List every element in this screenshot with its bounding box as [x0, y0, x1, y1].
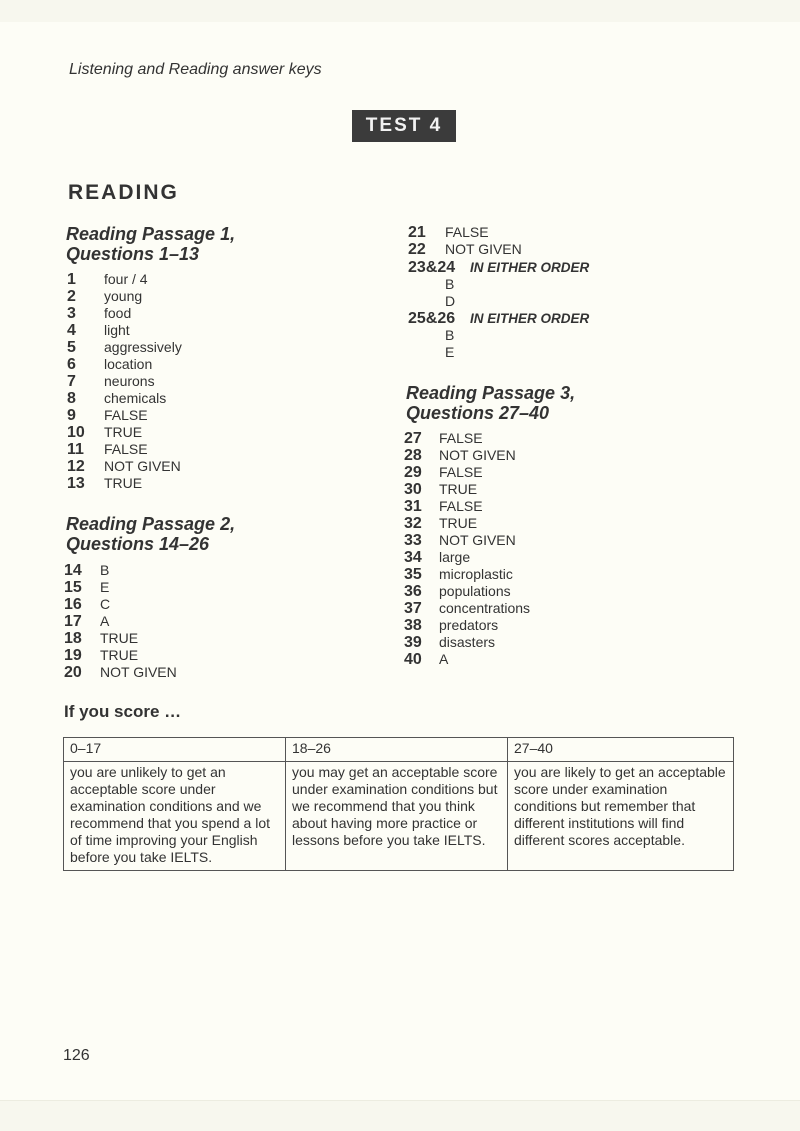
- answer-text: B: [100, 562, 110, 578]
- answer-text: NOT GIVEN: [445, 241, 522, 257]
- answer-text: large: [439, 549, 471, 565]
- answer-text: predators: [439, 617, 499, 633]
- answer-letter: B: [445, 327, 455, 343]
- answer-number: 35: [404, 566, 422, 583]
- either-order-note: IN EITHER ORDER: [470, 311, 590, 326]
- score-table-header-row: [64, 738, 734, 762]
- answer-item: [408, 241, 522, 258]
- answer-text: TRUE: [100, 647, 139, 663]
- answer-number: 13: [67, 475, 85, 492]
- answer-item: [404, 634, 530, 651]
- answer-item: [404, 600, 530, 617]
- answer-number: 29: [404, 464, 422, 481]
- answer-item: [64, 579, 177, 596]
- answer-text: food: [104, 305, 132, 321]
- answer-item: [408, 224, 522, 241]
- answer-number: 6: [67, 356, 76, 373]
- answer-item: [67, 390, 182, 407]
- answer-number: 40: [404, 651, 422, 668]
- answer-item: [67, 288, 182, 305]
- answer-number: 19: [64, 647, 82, 664]
- answer-item: [404, 532, 530, 549]
- answer-number: 5: [67, 339, 76, 356]
- answer-item: [64, 596, 177, 613]
- answer-item: [67, 339, 182, 356]
- answer-number: 39: [404, 634, 422, 651]
- answer-number: 34: [404, 549, 422, 566]
- answer-text: FALSE: [439, 464, 483, 480]
- answer-number: 31: [404, 498, 422, 515]
- answer-text: FALSE: [439, 430, 483, 446]
- answer-text: A: [100, 613, 110, 629]
- page-number: 126: [63, 1047, 90, 1064]
- answer-number: 20: [64, 664, 82, 681]
- answer-letter: D: [445, 293, 456, 309]
- answer-item: [67, 271, 182, 288]
- answer-text: neurons: [104, 373, 155, 389]
- answer-number: 11: [67, 441, 84, 458]
- answer-item: [67, 356, 182, 373]
- answer-text: NOT GIVEN: [439, 447, 516, 463]
- answer-number: 27: [404, 430, 422, 447]
- answer-text: TRUE: [104, 424, 143, 440]
- either-order-note: IN EITHER ORDER: [470, 260, 590, 275]
- passage3-heading: [406, 383, 575, 423]
- answer-item: [404, 549, 530, 566]
- answer-text: NOT GIVEN: [439, 532, 516, 548]
- answer-item: [404, 498, 530, 515]
- answer-number: 7: [67, 373, 76, 390]
- answer-item: [67, 458, 182, 475]
- answer-number: 14: [64, 562, 82, 579]
- answer-item: [64, 630, 177, 647]
- answer-text: A: [439, 651, 449, 667]
- score-table: [63, 737, 734, 871]
- answer-item: [404, 566, 530, 583]
- answer-number: 22: [408, 241, 426, 258]
- answer-item: [67, 373, 182, 390]
- answer-text: TRUE: [100, 630, 139, 646]
- answer-text: chemicals: [104, 390, 167, 406]
- answer-number: 36: [404, 583, 422, 600]
- section-title: READING: [68, 181, 179, 204]
- passage2-heading-line1: Reading Passage 2,: [66, 514, 236, 534]
- answer-number: 25&26: [408, 310, 456, 327]
- score-table-row: [64, 762, 734, 871]
- score-advice-cell: you may get an acceptable score under examination conditions but we recommend that you think about having more practice or lessons before you take IELTS.: [286, 762, 508, 871]
- answer-number: 4: [67, 322, 76, 339]
- answer-item: [64, 562, 177, 579]
- answer-number: 17: [64, 613, 82, 630]
- answer-text: C: [100, 596, 111, 612]
- test-label-badge: TEST 4: [352, 110, 456, 142]
- answer-item: [67, 475, 182, 492]
- answer-number: 32: [404, 515, 422, 532]
- passage3-heading-line2: Questions 27–40: [406, 403, 550, 423]
- score-advice-cell: you are likely to get an acceptable score under examination conditions but remember that different institutions will find different scores acceptable.: [508, 762, 734, 871]
- answer-number: 23&24: [408, 259, 456, 276]
- answer-item: [67, 424, 182, 441]
- answer-text: FALSE: [445, 224, 489, 240]
- answer-item: [67, 441, 182, 458]
- answer-item: [64, 613, 177, 630]
- answer-number: 10: [67, 424, 85, 441]
- answer-text: TRUE: [104, 475, 143, 491]
- answer-text: four / 4: [104, 271, 148, 287]
- answer-pair-23-24: [408, 259, 589, 310]
- answer-text: E: [100, 579, 110, 595]
- answer-item: [64, 647, 177, 664]
- answer-number: 8: [67, 390, 76, 407]
- passage1-heading-line2: Questions 1–13: [66, 244, 200, 264]
- answer-number: 21: [408, 224, 426, 241]
- answer-item: [404, 515, 530, 532]
- answer-item: [404, 464, 530, 481]
- answer-number: 37: [404, 600, 422, 617]
- answer-text: young: [104, 288, 143, 304]
- answer-text: microplastic: [439, 566, 513, 582]
- answer-text: populations: [439, 583, 511, 599]
- answer-number: 16: [64, 596, 82, 613]
- answer-text: TRUE: [439, 481, 478, 497]
- passage1-heading: [66, 224, 235, 264]
- passage2-heading: [66, 514, 235, 554]
- answer-text: TRUE: [439, 515, 478, 531]
- answer-item: [404, 651, 530, 668]
- answer-number: 15: [64, 579, 82, 596]
- answer-item: [404, 447, 530, 464]
- passage3-heading-line1: Reading Passage 3,: [406, 383, 576, 403]
- answer-text: disasters: [439, 634, 496, 650]
- answer-number: 2: [67, 288, 76, 305]
- score-advice-cell: you are unlikely to get an acceptable score under examination conditions and we recommend that you spend a lot of time improving your English before you take IELTS.: [64, 762, 286, 871]
- answer-item: [64, 664, 177, 681]
- answer-text: location: [104, 356, 153, 372]
- answer-pair-25-26: [408, 310, 589, 361]
- answer-number: 28: [404, 447, 422, 464]
- answer-item: [404, 583, 530, 600]
- passage1-heading-line1: Reading Passage 1,: [66, 224, 236, 244]
- passage3-answer-list: [404, 430, 530, 668]
- answer-letter: E: [445, 344, 455, 360]
- answer-number: 18: [64, 630, 82, 647]
- answer-text: concentrations: [439, 600, 531, 616]
- answer-text: FALSE: [104, 441, 148, 457]
- answer-text: NOT GIVEN: [104, 458, 181, 474]
- answer-text: light: [104, 322, 130, 338]
- answer-item: [404, 481, 530, 498]
- passage2-heading-line2: Questions 14–26: [66, 534, 210, 554]
- passage2-answer-list: [64, 562, 177, 681]
- page-top-edge: [0, 0, 800, 22]
- answer-text: aggressively: [104, 339, 182, 355]
- answer-number: 30: [404, 481, 422, 498]
- answer-letter: B: [445, 276, 455, 292]
- answer-number: 33: [404, 532, 422, 549]
- answer-number: 1: [67, 271, 76, 288]
- score-heading: If you score …: [64, 702, 182, 721]
- score-band-header: 18–26: [286, 738, 508, 762]
- answer-item: [404, 617, 530, 634]
- running-head: Listening and Reading answer keys: [69, 61, 322, 78]
- score-band-header: 0–17: [64, 738, 286, 762]
- answer-text: NOT GIVEN: [100, 664, 177, 680]
- answer-number: 38: [404, 617, 422, 634]
- answer-number: 3: [67, 305, 76, 322]
- answer-number: 12: [67, 458, 85, 475]
- answer-item: [404, 430, 530, 447]
- passage2-answer-list-continued: [408, 224, 522, 258]
- answer-item: [67, 407, 182, 424]
- score-band-header: 27–40: [508, 738, 734, 762]
- passage1-answer-list: [67, 271, 182, 492]
- answer-text: FALSE: [439, 498, 483, 514]
- answer-text: FALSE: [104, 407, 148, 423]
- answer-number: 9: [67, 407, 76, 424]
- page-bottom-edge: [0, 1100, 800, 1131]
- answer-item: [67, 322, 182, 339]
- answer-item: [67, 305, 182, 322]
